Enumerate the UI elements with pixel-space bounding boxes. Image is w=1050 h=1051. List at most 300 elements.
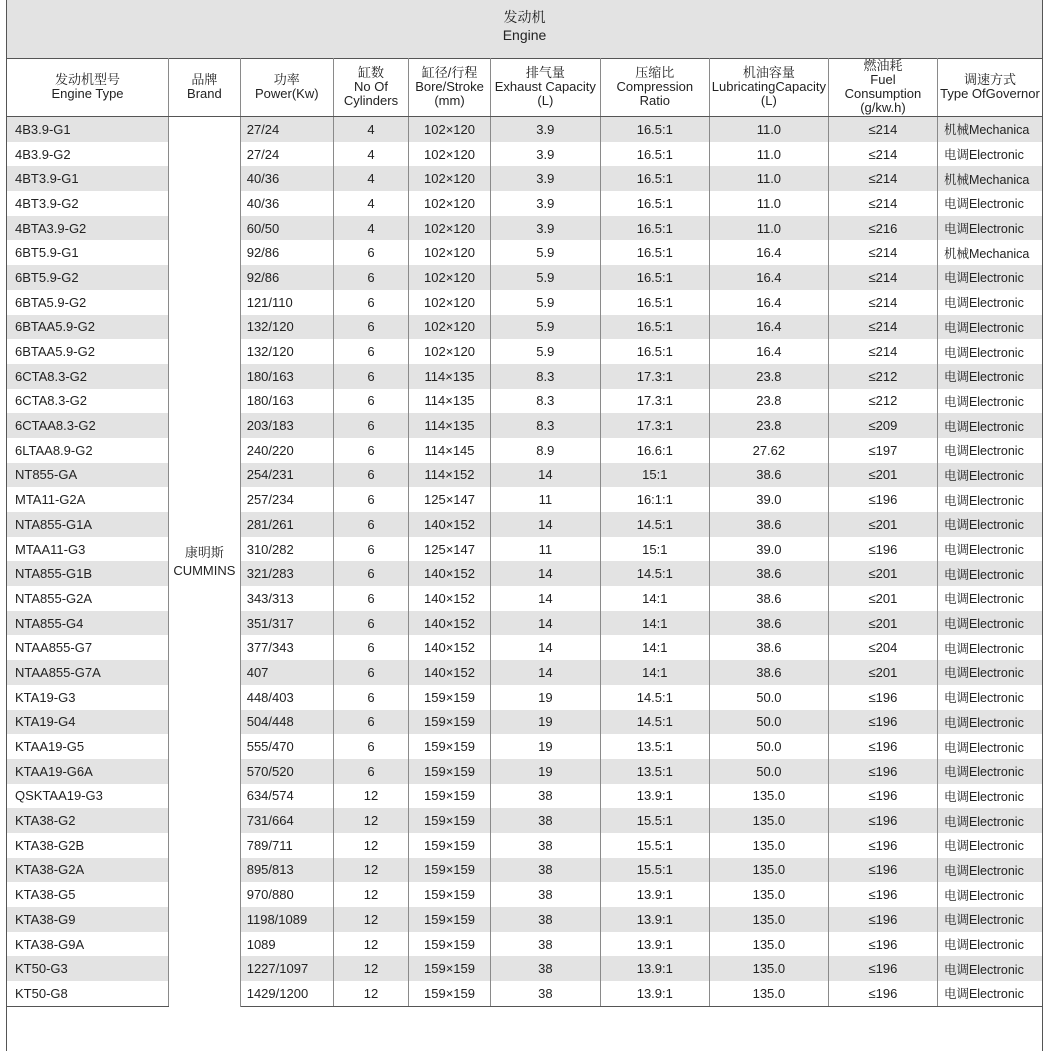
table-row <box>7 290 1042 315</box>
lubricating-capacity-cell: 135.0 <box>709 784 828 809</box>
table-row <box>7 635 1042 660</box>
cylinders-cell: 4 <box>333 142 408 167</box>
bore-stroke-cell: 140×152 <box>409 611 491 636</box>
engine-type-cell: KTA38-G9A <box>7 932 169 957</box>
governor-type-cell: 电调Electronic <box>937 142 1042 167</box>
governor-type-cell: 电调Electronic <box>937 438 1042 463</box>
bore-stroke-cell: 159×159 <box>409 882 491 907</box>
compression-ratio-cell: 17.3:1 <box>600 389 709 414</box>
cylinders-cell: 4 <box>333 216 408 241</box>
table-row <box>7 882 1042 907</box>
engine-type-cell: NTA855-G2A <box>7 586 169 611</box>
compression-ratio-cell: 16.6:1 <box>600 438 709 463</box>
bore-stroke-cell: 159×159 <box>409 907 491 932</box>
engine-spec-table <box>7 58 1042 1007</box>
cylinders-cell: 6 <box>333 487 408 512</box>
power-cell: 351/317 <box>240 611 333 636</box>
compression-ratio-cell: 15.5:1 <box>600 833 709 858</box>
fuel-consumption-cell: ≤201 <box>828 512 937 537</box>
governor-type-cell: 电调Electronic <box>937 512 1042 537</box>
table-row <box>7 463 1042 488</box>
fuel-consumption-cell: ≤196 <box>828 759 937 784</box>
compression-ratio-cell: 16.5:1 <box>600 315 709 340</box>
table-row <box>7 166 1042 191</box>
power-cell: 1429/1200 <box>240 981 333 1006</box>
fuel-consumption-cell: ≤204 <box>828 635 937 660</box>
bore-stroke-cell: 102×120 <box>409 315 491 340</box>
engine-type-cell: KTA38-G2A <box>7 858 169 883</box>
compression-ratio-cell: 14:1 <box>600 660 709 685</box>
governor-type-cell: 电调Electronic <box>937 487 1042 512</box>
power-cell: 343/313 <box>240 586 333 611</box>
table-row <box>7 907 1042 932</box>
bore-stroke-cell: 140×152 <box>409 635 491 660</box>
compression-ratio-cell: 13.9:1 <box>600 907 709 932</box>
lubricating-capacity-cell: 135.0 <box>709 858 828 883</box>
bore-stroke-cell: 140×152 <box>409 660 491 685</box>
compression-ratio-cell: 14:1 <box>600 611 709 636</box>
exhaust-capacity-cell: 14 <box>490 635 600 660</box>
governor-type-cell: 机械Mechanica <box>937 240 1042 265</box>
fuel-consumption-cell: ≤196 <box>828 956 937 981</box>
governor-type-cell: 电调Electronic <box>937 290 1042 315</box>
power-cell: 1198/1089 <box>240 907 333 932</box>
table-row <box>7 734 1042 759</box>
power-cell: 895/813 <box>240 858 333 883</box>
compression-ratio-cell: 14:1 <box>600 635 709 660</box>
table-row <box>7 710 1042 735</box>
fuel-consumption-cell: ≤209 <box>828 413 937 438</box>
exhaust-capacity-cell: 19 <box>490 710 600 735</box>
table-row <box>7 413 1042 438</box>
table-row <box>7 315 1042 340</box>
cylinders-cell: 6 <box>333 586 408 611</box>
power-cell: 180/163 <box>240 389 333 414</box>
engine-type-cell: MTA11-G2A <box>7 487 169 512</box>
table-row <box>7 932 1042 957</box>
header-lubricating-capacity: 机油容量 LubricatingCapacity (L) <box>709 58 828 117</box>
table-row <box>7 117 1042 142</box>
power-cell: 555/470 <box>240 734 333 759</box>
fuel-consumption-cell: ≤197 <box>828 438 937 463</box>
engine-type-cell: 6BTA5.9-G2 <box>7 290 169 315</box>
fuel-consumption-cell: ≤212 <box>828 364 937 389</box>
power-cell: 132/120 <box>240 339 333 364</box>
bore-stroke-cell: 102×120 <box>409 339 491 364</box>
cylinders-cell: 6 <box>333 265 408 290</box>
lubricating-capacity-cell: 135.0 <box>709 907 828 932</box>
fuel-consumption-cell: ≤214 <box>828 117 937 142</box>
bore-stroke-cell: 159×159 <box>409 858 491 883</box>
table-row <box>7 364 1042 389</box>
bore-stroke-cell: 159×159 <box>409 710 491 735</box>
header-brand: 品牌 Brand <box>169 58 241 117</box>
governor-type-cell: 电调Electronic <box>937 907 1042 932</box>
compression-ratio-cell: 16.5:1 <box>600 339 709 364</box>
exhaust-capacity-cell: 38 <box>490 981 600 1006</box>
power-cell: 254/231 <box>240 463 333 488</box>
exhaust-capacity-cell: 38 <box>490 956 600 981</box>
power-cell: 27/24 <box>240 142 333 167</box>
power-cell: 407 <box>240 660 333 685</box>
lubricating-capacity-cell: 38.6 <box>709 561 828 586</box>
governor-type-cell: 电调Electronic <box>937 759 1042 784</box>
governor-type-cell: 电调Electronic <box>937 685 1042 710</box>
compression-ratio-cell: 14.5:1 <box>600 512 709 537</box>
cylinders-cell: 12 <box>333 956 408 981</box>
cylinders-cell: 12 <box>333 932 408 957</box>
governor-type-cell: 电调Electronic <box>937 833 1042 858</box>
power-cell: 40/36 <box>240 166 333 191</box>
table-title-band <box>7 0 1042 59</box>
brand-en: CUMMINS <box>173 562 236 578</box>
compression-ratio-cell: 16:1:1 <box>600 487 709 512</box>
compression-ratio-cell: 15:1 <box>600 463 709 488</box>
exhaust-capacity-cell: 5.9 <box>490 290 600 315</box>
power-cell: 40/36 <box>240 191 333 216</box>
table-row <box>7 537 1042 562</box>
lubricating-capacity-cell: 38.6 <box>709 635 828 660</box>
engine-type-cell: 6CTA8.3-G2 <box>7 389 169 414</box>
engine-type-cell: QSKTAA19-G3 <box>7 784 169 809</box>
bore-stroke-cell: 140×152 <box>409 586 491 611</box>
engine-type-cell: 6BT5.9-G1 <box>7 240 169 265</box>
cylinders-cell: 12 <box>333 784 408 809</box>
engine-type-cell: 6CTAA8.3-G2 <box>7 413 169 438</box>
bore-stroke-cell: 102×120 <box>409 216 491 241</box>
lubricating-capacity-cell: 38.6 <box>709 611 828 636</box>
table-row <box>7 586 1042 611</box>
bore-stroke-cell: 114×152 <box>409 463 491 488</box>
table-row <box>7 512 1042 537</box>
header-compression-ratio: 压缩比 Compression Ratio <box>600 58 709 117</box>
exhaust-capacity-cell: 5.9 <box>490 240 600 265</box>
compression-ratio-cell: 16.5:1 <box>600 191 709 216</box>
governor-type-cell: 电调Electronic <box>937 635 1042 660</box>
bore-stroke-cell: 114×135 <box>409 364 491 389</box>
lubricating-capacity-cell: 38.6 <box>709 512 828 537</box>
engine-type-cell: NTA855-G1B <box>7 561 169 586</box>
lubricating-capacity-cell: 38.6 <box>709 586 828 611</box>
table-row <box>7 389 1042 414</box>
exhaust-capacity-cell: 5.9 <box>490 265 600 290</box>
governor-type-cell: 电调Electronic <box>937 191 1042 216</box>
bore-stroke-cell: 102×120 <box>409 166 491 191</box>
governor-type-cell: 电调Electronic <box>937 364 1042 389</box>
governor-type-cell: 电调Electronic <box>937 858 1042 883</box>
engine-type-cell: KTAA19-G5 <box>7 734 169 759</box>
power-cell: 92/86 <box>240 240 333 265</box>
exhaust-capacity-cell: 19 <box>490 759 600 784</box>
power-cell: 1227/1097 <box>240 956 333 981</box>
cylinders-cell: 6 <box>333 685 408 710</box>
governor-type-cell: 电调Electronic <box>937 784 1042 809</box>
governor-type-cell: 电调Electronic <box>937 463 1042 488</box>
fuel-consumption-cell: ≤196 <box>828 784 937 809</box>
header-bore-stroke: 缸径/行程 Bore/Stroke (mm) <box>409 58 491 117</box>
lubricating-capacity-cell: 11.0 <box>709 216 828 241</box>
table-row <box>7 438 1042 463</box>
cylinders-cell: 6 <box>333 561 408 586</box>
table-row <box>7 142 1042 167</box>
cylinders-cell: 6 <box>333 660 408 685</box>
governor-type-cell: 电调Electronic <box>937 413 1042 438</box>
fuel-consumption-cell: ≤214 <box>828 166 937 191</box>
header-governor-type: 调速方式 Type OfGovernor <box>937 58 1042 117</box>
power-cell: 570/520 <box>240 759 333 784</box>
governor-type-cell: 电调Electronic <box>937 389 1042 414</box>
cylinders-cell: 6 <box>333 290 408 315</box>
exhaust-capacity-cell: 38 <box>490 907 600 932</box>
header-engine-type: 发动机型号 Engine Type <box>7 58 169 117</box>
exhaust-capacity-cell: 14 <box>490 561 600 586</box>
governor-type-cell: 电调Electronic <box>937 734 1042 759</box>
lubricating-capacity-cell: 135.0 <box>709 833 828 858</box>
governor-type-cell: 机械Mechanica <box>937 117 1042 142</box>
compression-ratio-cell: 16.5:1 <box>600 166 709 191</box>
engine-type-cell: 6BTAA5.9-G2 <box>7 339 169 364</box>
table-row <box>7 685 1042 710</box>
table-row <box>7 339 1042 364</box>
fuel-consumption-cell: ≤196 <box>828 537 937 562</box>
engine-type-cell: 4BT3.9-G2 <box>7 191 169 216</box>
table-row <box>7 808 1042 833</box>
table-title-cn: 发动机 <box>503 9 546 25</box>
bore-stroke-cell: 159×159 <box>409 784 491 809</box>
cylinders-cell: 4 <box>333 191 408 216</box>
lubricating-capacity-cell: 50.0 <box>709 734 828 759</box>
exhaust-capacity-cell: 8.3 <box>490 413 600 438</box>
engine-type-cell: NTAA855-G7 <box>7 635 169 660</box>
exhaust-capacity-cell: 14 <box>490 660 600 685</box>
table-row <box>7 759 1042 784</box>
power-cell: 448/403 <box>240 685 333 710</box>
compression-ratio-cell: 17.3:1 <box>600 413 709 438</box>
cylinders-cell: 12 <box>333 833 408 858</box>
exhaust-capacity-cell: 38 <box>490 932 600 957</box>
engine-type-cell: 4BTA3.9-G2 <box>7 216 169 241</box>
exhaust-capacity-cell: 3.9 <box>490 216 600 241</box>
power-cell: 203/183 <box>240 413 333 438</box>
compression-ratio-cell: 13.9:1 <box>600 882 709 907</box>
header-cylinders: 缸数 No Of Cylinders <box>333 58 408 117</box>
power-cell: 257/234 <box>240 487 333 512</box>
power-cell: 321/283 <box>240 561 333 586</box>
engine-type-cell: KTA19-G4 <box>7 710 169 735</box>
engine-type-cell: 6BTAA5.9-G2 <box>7 315 169 340</box>
table-row <box>7 981 1042 1006</box>
power-cell: 789/711 <box>240 833 333 858</box>
bore-stroke-cell: 125×147 <box>409 487 491 512</box>
cylinders-cell: 6 <box>333 759 408 784</box>
engine-type-cell: MTAA11-G3 <box>7 537 169 562</box>
bore-stroke-cell: 159×159 <box>409 685 491 710</box>
lubricating-capacity-cell: 39.0 <box>709 487 828 512</box>
fuel-consumption-cell: ≤212 <box>828 389 937 414</box>
governor-type-cell: 电调Electronic <box>937 265 1042 290</box>
cylinders-cell: 6 <box>333 710 408 735</box>
exhaust-capacity-cell: 3.9 <box>490 142 600 167</box>
fuel-consumption-cell: ≤196 <box>828 858 937 883</box>
engine-type-cell: KT50-G8 <box>7 981 169 1006</box>
compression-ratio-cell: 14.5:1 <box>600 561 709 586</box>
lubricating-capacity-cell: 39.0 <box>709 537 828 562</box>
fuel-consumption-cell: ≤214 <box>828 265 937 290</box>
bore-stroke-cell: 102×120 <box>409 290 491 315</box>
exhaust-capacity-cell: 38 <box>490 833 600 858</box>
bore-stroke-cell: 159×159 <box>409 932 491 957</box>
table-row <box>7 611 1042 636</box>
governor-type-cell: 电调Electronic <box>937 956 1042 981</box>
bore-stroke-cell: 159×159 <box>409 759 491 784</box>
cylinders-cell: 6 <box>333 364 408 389</box>
engine-type-cell: 4BT3.9-G1 <box>7 166 169 191</box>
governor-type-cell: 电调Electronic <box>937 586 1042 611</box>
exhaust-capacity-cell: 5.9 <box>490 339 600 364</box>
fuel-consumption-cell: ≤196 <box>828 833 937 858</box>
governor-type-cell: 机械Mechanica <box>937 166 1042 191</box>
fuel-consumption-cell: ≤214 <box>828 290 937 315</box>
lubricating-capacity-cell: 16.4 <box>709 315 828 340</box>
bore-stroke-cell: 159×159 <box>409 956 491 981</box>
power-cell: 240/220 <box>240 438 333 463</box>
engine-type-cell: 6BT5.9-G2 <box>7 265 169 290</box>
table-row <box>7 784 1042 809</box>
governor-type-cell: 电调Electronic <box>937 611 1042 636</box>
lubricating-capacity-cell: 11.0 <box>709 191 828 216</box>
table-row <box>7 216 1042 241</box>
bore-stroke-cell: 102×120 <box>409 240 491 265</box>
power-cell: 92/86 <box>240 265 333 290</box>
cylinders-cell: 6 <box>333 438 408 463</box>
bore-stroke-cell: 159×159 <box>409 808 491 833</box>
cylinders-cell: 6 <box>333 537 408 562</box>
lubricating-capacity-cell: 23.8 <box>709 413 828 438</box>
brand-cn: 康明斯 <box>184 544 224 560</box>
cylinders-cell: 6 <box>333 611 408 636</box>
fuel-consumption-cell: ≤196 <box>828 882 937 907</box>
compression-ratio-cell: 16.5:1 <box>600 117 709 142</box>
bore-stroke-cell: 140×152 <box>409 512 491 537</box>
governor-type-cell: 电调Electronic <box>937 339 1042 364</box>
fuel-consumption-cell: ≤196 <box>828 932 937 957</box>
lubricating-capacity-cell: 16.4 <box>709 339 828 364</box>
fuel-consumption-cell: ≤196 <box>828 685 937 710</box>
power-cell: 310/282 <box>240 537 333 562</box>
engine-type-cell: 4B3.9-G1 <box>7 117 169 142</box>
engine-type-cell: KTA38-G2B <box>7 833 169 858</box>
exhaust-capacity-cell: 19 <box>490 734 600 759</box>
cylinders-cell: 6 <box>333 635 408 660</box>
exhaust-capacity-cell: 14 <box>490 586 600 611</box>
engine-type-cell: KTAA19-G6A <box>7 759 169 784</box>
exhaust-capacity-cell: 14 <box>490 512 600 537</box>
lubricating-capacity-cell: 16.4 <box>709 265 828 290</box>
governor-type-cell: 电调Electronic <box>937 537 1042 562</box>
fuel-consumption-cell: ≤214 <box>828 240 937 265</box>
lubricating-capacity-cell: 16.4 <box>709 290 828 315</box>
fuel-consumption-cell: ≤196 <box>828 808 937 833</box>
compression-ratio-cell: 13.9:1 <box>600 956 709 981</box>
governor-type-cell: 电调Electronic <box>937 660 1042 685</box>
governor-type-cell: 电调Electronic <box>937 882 1042 907</box>
compression-ratio-cell: 16.5:1 <box>600 265 709 290</box>
header-fuel-consumption: 燃油耗 Fuel Consumption (g/kw.h) <box>828 58 937 117</box>
header-exhaust-capacity: 排气量 Exhaust Capacity (L) <box>490 58 600 117</box>
fuel-consumption-cell: ≤201 <box>828 660 937 685</box>
fuel-consumption-cell: ≤196 <box>828 981 937 1006</box>
cylinders-cell: 12 <box>333 808 408 833</box>
cylinders-cell: 6 <box>333 240 408 265</box>
table-row <box>7 240 1042 265</box>
cylinders-cell: 12 <box>333 882 408 907</box>
power-cell: 634/574 <box>240 784 333 809</box>
governor-type-cell: 电调Electronic <box>937 808 1042 833</box>
engine-type-cell: KTA38-G9 <box>7 907 169 932</box>
lubricating-capacity-cell: 11.0 <box>709 117 828 142</box>
exhaust-capacity-cell: 38 <box>490 808 600 833</box>
compression-ratio-cell: 17.3:1 <box>600 364 709 389</box>
table-row <box>7 833 1042 858</box>
fuel-consumption-cell: ≤214 <box>828 142 937 167</box>
compression-ratio-cell: 16.5:1 <box>600 240 709 265</box>
cylinders-cell: 4 <box>333 117 408 142</box>
governor-type-cell: 电调Electronic <box>937 932 1042 957</box>
bore-stroke-cell: 114×135 <box>409 413 491 438</box>
header-power: 功率 Power(Kw) <box>240 58 333 117</box>
engine-type-cell: 6CTA8.3-G2 <box>7 364 169 389</box>
engine-type-cell: NTA855-G4 <box>7 611 169 636</box>
lubricating-capacity-cell: 50.0 <box>709 685 828 710</box>
power-cell: 121/110 <box>240 290 333 315</box>
compression-ratio-cell: 16.5:1 <box>600 142 709 167</box>
bore-stroke-cell: 102×120 <box>409 117 491 142</box>
power-cell: 377/343 <box>240 635 333 660</box>
bore-stroke-cell: 140×152 <box>409 561 491 586</box>
fuel-consumption-cell: ≤201 <box>828 463 937 488</box>
lubricating-capacity-cell: 23.8 <box>709 389 828 414</box>
lubricating-capacity-cell: 38.6 <box>709 463 828 488</box>
fuel-consumption-cell: ≤196 <box>828 710 937 735</box>
engine-type-cell: KT50-G3 <box>7 956 169 981</box>
cylinders-cell: 12 <box>333 981 408 1006</box>
engine-type-cell: 6LTAA8.9-G2 <box>7 438 169 463</box>
compression-ratio-cell: 16.5:1 <box>600 216 709 241</box>
exhaust-capacity-cell: 14 <box>490 611 600 636</box>
power-cell: 27/24 <box>240 117 333 142</box>
fuel-consumption-cell: ≤201 <box>828 611 937 636</box>
table-title-en: Engine <box>502 27 547 43</box>
exhaust-capacity-cell: 38 <box>490 858 600 883</box>
cylinders-cell: 6 <box>333 389 408 414</box>
table-body <box>7 117 1042 1007</box>
compression-ratio-cell: 13.9:1 <box>600 784 709 809</box>
exhaust-capacity-cell: 8.3 <box>490 389 600 414</box>
exhaust-capacity-cell: 19 <box>490 685 600 710</box>
exhaust-capacity-cell: 5.9 <box>490 315 600 340</box>
cylinders-cell: 4 <box>333 166 408 191</box>
power-cell: 970/880 <box>240 882 333 907</box>
lubricating-capacity-cell: 50.0 <box>709 710 828 735</box>
bore-stroke-cell: 102×120 <box>409 191 491 216</box>
lubricating-capacity-cell: 135.0 <box>709 808 828 833</box>
compression-ratio-cell: 13.5:1 <box>600 734 709 759</box>
cylinders-cell: 12 <box>333 858 408 883</box>
fuel-consumption-cell: ≤214 <box>828 315 937 340</box>
table-row <box>7 265 1042 290</box>
engine-spec-sheet <box>6 0 1043 1051</box>
bore-stroke-cell: 159×159 <box>409 734 491 759</box>
